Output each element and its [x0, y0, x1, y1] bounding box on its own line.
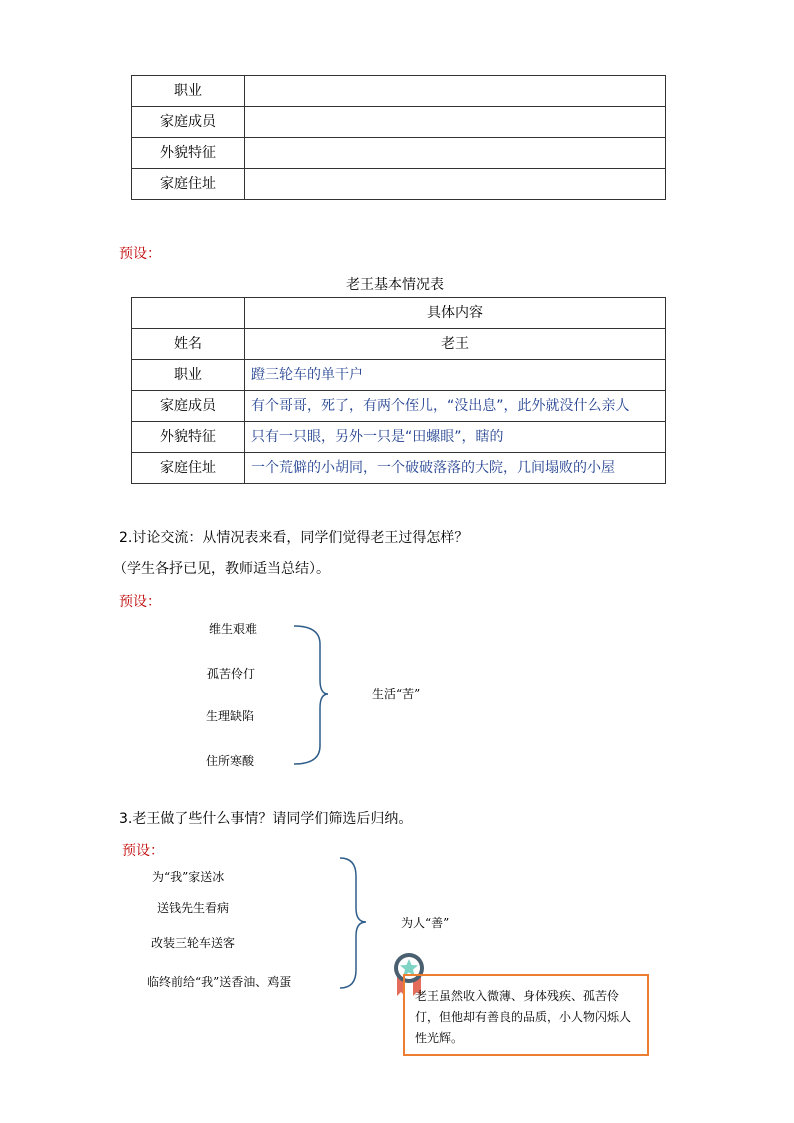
- row-label: 家庭住址: [132, 169, 245, 200]
- row-label: 外貌特征: [132, 422, 245, 453]
- diagram1-result: 生活“苦”: [372, 687, 421, 701]
- diagram1-item: 孤苦伶仃: [207, 667, 256, 681]
- row-label: 外貌特征: [132, 138, 245, 169]
- table-row: [132, 169, 666, 200]
- question-2: 2.讨论交流：从情况表来看，同学们觉得老王过得怎样？: [119, 530, 469, 546]
- table-row: [132, 329, 666, 360]
- row-label: 家庭成员: [132, 391, 245, 422]
- diagram2-item: 临终前给“我”送香油、鸡蛋: [147, 975, 292, 989]
- preset-label: 预设：: [119, 594, 161, 610]
- row-value: 一个荒僻的小胡同，一个破破落落的大院，几间塌败的小屋: [245, 453, 666, 484]
- diagram2-item: 为“我”家送冰: [152, 870, 225, 884]
- row-label: 家庭成员: [132, 107, 245, 138]
- row-value: [245, 107, 666, 138]
- row-value: 只有一只眼，另外一只是“田螺眼”，瞎的: [245, 422, 666, 453]
- summary-note-box: [403, 974, 649, 1056]
- summary-note-text: 老王虽然收入微薄、身体残疾、孤苦伶仃，但他却有善良的品质，小人物闪烁人性光辉。: [415, 989, 632, 1045]
- brace-icon: [290, 620, 330, 772]
- diagram2-item: 送钱先生看病: [157, 901, 230, 915]
- info-table-filled: [131, 297, 666, 484]
- diagram1-item: 住所寒酸: [206, 754, 255, 768]
- table-row: [132, 422, 666, 453]
- question-2-note: （学生各抒已见，教师适当总结）。: [113, 561, 330, 577]
- row-value: [245, 169, 666, 200]
- table-row: [132, 76, 666, 107]
- row-value: [245, 138, 666, 169]
- row-label: 职业: [132, 360, 245, 391]
- row-value: [245, 76, 666, 107]
- row-value: 有个哥哥，死了，有两个侄儿，“没出息”，此外就没什么亲人: [245, 391, 666, 422]
- table-row: [132, 391, 666, 422]
- table-header-row: [132, 298, 666, 329]
- table-row: [132, 138, 666, 169]
- diagram2-item: 改装三轮车送客: [151, 936, 236, 950]
- table-row: [132, 453, 666, 484]
- preset-label: 预设：: [122, 843, 164, 859]
- preset-label: 预设：: [119, 246, 161, 262]
- table-title: 老王基本情况表: [346, 277, 444, 293]
- question-3: 3.老王做了些什么事情？请同学们筛选后归纳。: [119, 811, 413, 827]
- header-empty-cell: [132, 298, 245, 329]
- diagram2-result: 为人“善”: [401, 916, 450, 930]
- table-row: [132, 360, 666, 391]
- diagram1-item: 维生艰难: [209, 622, 258, 636]
- header-cell: 具体内容: [245, 298, 666, 329]
- info-table-blank: [131, 75, 666, 200]
- row-label: 家庭住址: [132, 453, 245, 484]
- row-value: 老王: [245, 329, 666, 360]
- brace-icon: [336, 852, 372, 994]
- row-value: 蹬三轮车的单干户: [245, 360, 666, 391]
- table-row: [132, 107, 666, 138]
- row-label: 职业: [132, 76, 245, 107]
- row-label: 姓名: [132, 329, 245, 360]
- diagram1-item: 生理缺陷: [206, 709, 255, 723]
